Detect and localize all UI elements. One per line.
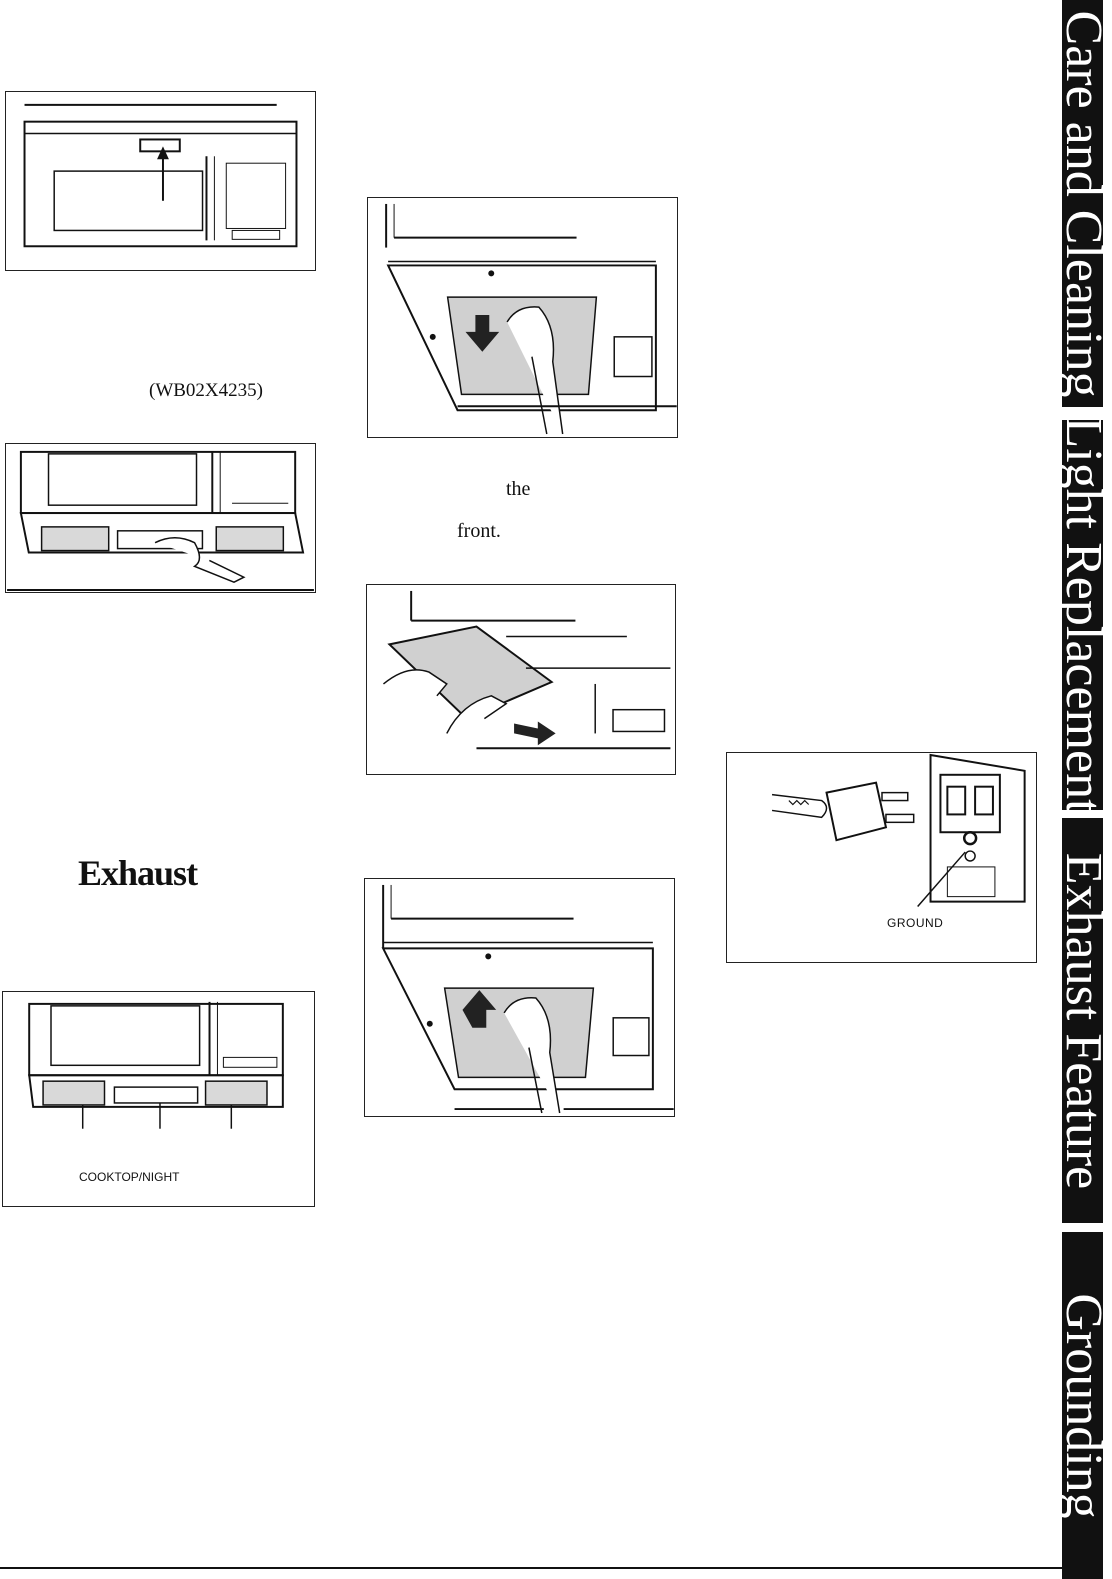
install-filter-illustration [365,879,674,1116]
figure-microwave-light-cover [5,91,316,271]
tab-grounding-label: Grounding [1054,1292,1112,1519]
tab-grounding [1054,1232,1112,1579]
tab-care-and-cleaning [1054,0,1112,407]
tab-exhaust-feature-label: Exhaust Feature [1054,852,1112,1189]
cooktop-night-label: COOKTOP/NIGHT [79,1170,180,1184]
microwave-front-illustration [6,92,315,270]
part-number: (WB02X4235) [149,380,263,401]
exhaust-heading: Exhaust [78,853,198,893]
tab-light-replacement [1054,416,1112,814]
text-front: front. [457,520,501,542]
figure-install-filter [364,878,675,1117]
figure-remove-filter-push [367,197,678,438]
figure-cooktop-night-light [2,991,315,1207]
tab-light-replacement-label: Light Replacement [1054,416,1112,814]
tab-care-and-cleaning-label: Care and Cleaning [1054,10,1112,397]
wipe-underside-illustration [6,444,315,592]
slide-filter-illustration [367,585,675,774]
figure-wipe-underside [5,443,316,593]
figure-slide-filter-out [366,584,676,775]
text-the: the [506,478,531,500]
tab-exhaust-feature [1054,818,1112,1223]
ground-label: GROUND [887,916,944,930]
bottom-rule [0,1567,1062,1569]
figure-grounded-outlet [726,752,1037,963]
grounded-outlet-illustration [727,753,1036,962]
push-filter-illustration [368,198,677,437]
